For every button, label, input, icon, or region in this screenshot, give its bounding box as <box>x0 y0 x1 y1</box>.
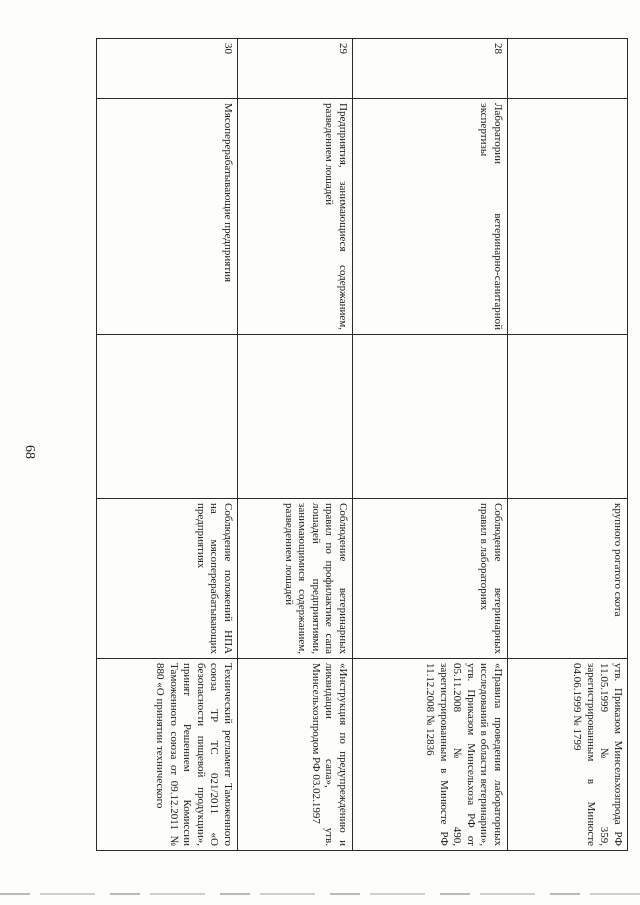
object-cell: Мясоперерабатывающие предприятия <box>97 99 238 335</box>
legal-document-cell: «Правила проведения лабораторных исследований в области ветеринарии», утв. Приказом Минсельхоза РФ от 05.11.2008 № 490, зарегистрированным в Минюсте РФ 11.12.2008 № 12836 <box>353 659 508 851</box>
object-cell: Лаборатории ветеринарно-санитарной экспертизы <box>353 99 508 335</box>
row-number-cell <box>508 39 628 99</box>
requirement-cell: Соблюдение положений НПА на мясоперерабатывающих предприятиях <box>97 499 238 659</box>
table-row <box>238 39 353 851</box>
page-number: 68 <box>22 445 37 459</box>
scan-bottom-edge <box>0 893 640 895</box>
legal-document-cell: утв. Приказом Минсельхозпрода РФ 11.05.1999 № 359, зарегистрированным в Минюсте 04.06.1999 № 1799 <box>508 659 628 851</box>
document-table <box>96 38 628 851</box>
table-row <box>353 39 508 851</box>
row-number-cell: 28 <box>353 39 508 99</box>
empty-cell <box>508 335 628 499</box>
row-number-cell: 29 <box>238 39 353 99</box>
object-cell <box>508 99 628 335</box>
requirement-cell: Соблюдение ветеринарных правил по профилактике сапа лошадей предприятиями, занимающимися содержанием, разведением лошадей <box>238 499 353 659</box>
legal-document-cell: Технический регламент Таможенного союза ТР ТС 021/2011 «О безопасности пищевой продукции», принят Решением Комиссии Таможенного союза от 09.12.2011 № 880 «О принятии технического <box>97 659 238 851</box>
requirement-cell: крупного рогатого скота <box>508 499 628 659</box>
empty-cell <box>238 335 353 499</box>
table-row <box>508 39 628 851</box>
object-cell: Предприятия, занимающиеся содержанием, разведением лошадей <box>238 99 353 335</box>
legal-document-cell: «Инструкция по предупреждению и ликвидации сапа», утв. Минсельхозпродом РФ 03.02.1997 <box>238 659 353 851</box>
row-number-cell: 30 <box>97 39 238 99</box>
empty-cell <box>97 335 238 499</box>
table-row <box>97 39 238 851</box>
requirement-cell: Соблюдение ветеринарных правил в лабораториях <box>353 499 508 659</box>
empty-cell <box>353 335 508 499</box>
